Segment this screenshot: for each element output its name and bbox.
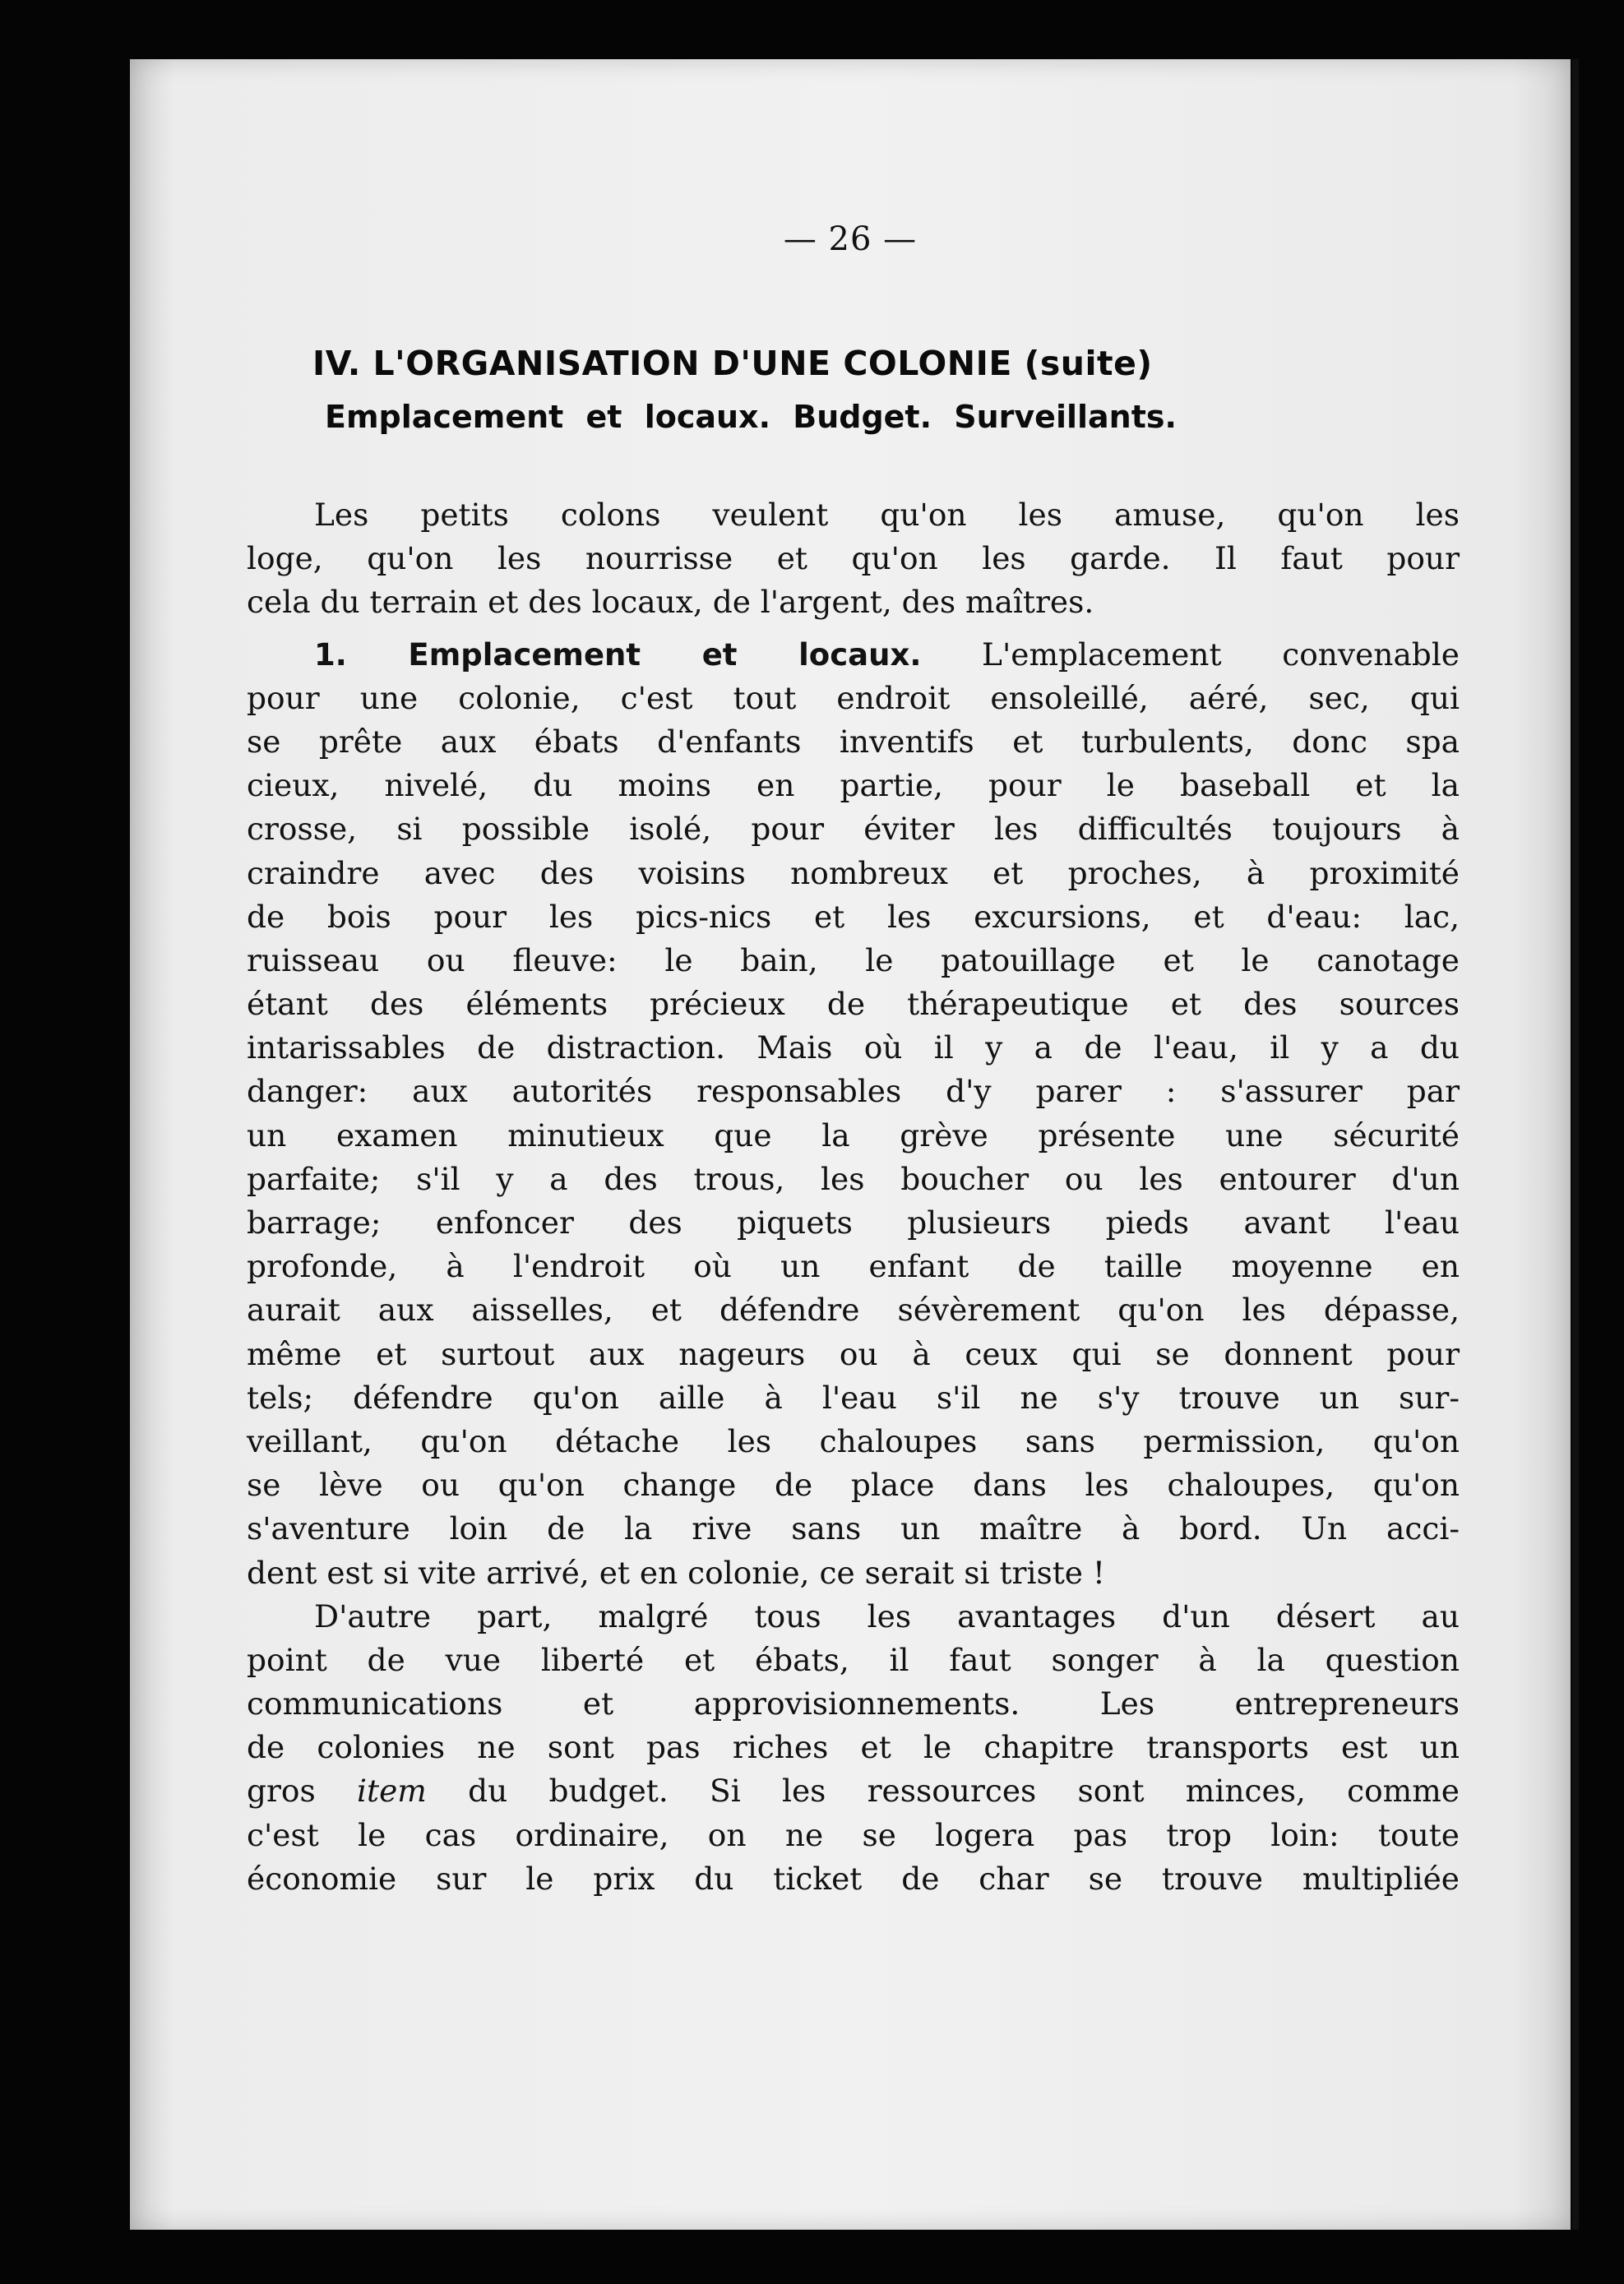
text-line: Les petits colons veulent qu'on les amuse, qu'on les	[314, 497, 1460, 533]
text-line: barrage; enfoncer des piquets plusieurs pieds avant l'eau	[247, 1204, 1460, 1241]
text-line: un examen minutieux que la grève présente une sécurité	[247, 1117, 1460, 1154]
text-line: dent est si vite arrivé, et en colonie, ce serait si triste !	[247, 1554, 1105, 1591]
text-line: aurait aux aisselles, et défendre sévèrement qu'on les dépasse,	[247, 1292, 1460, 1329]
text-line: D'autre part, malgré tous les avantages d'un désert au	[314, 1597, 1460, 1634]
text-line: intarissables de distraction. Mais où il y a de l'eau, il y a du	[247, 1029, 1460, 1066]
text-line: profonde, à l'endroit où un enfant de taille moyenne en	[247, 1248, 1460, 1285]
page-number: — 26 —	[783, 220, 918, 258]
chapter-title: IV. L'ORGANISATION D'UNE COLONIE (suite)	[312, 344, 1153, 383]
text-line: de bois pour les pics-nics et les excursions, et d'eau: lac,	[247, 898, 1460, 935]
text-line: crosse, si possible isolé, pour éviter les difficultés toujours à	[247, 811, 1460, 848]
text-line: pour une colonie, c'est tout endroit ensoleillé, aéré, sec, qui	[247, 679, 1460, 716]
text-line: loge, qu'on les nourrisse et qu'on les garde. Il faut pour	[247, 540, 1460, 577]
text-line: veillant, qu'on détache les chaloupes sans permission, qu'on	[247, 1422, 1460, 1459]
text-fragment: L'emplacement convenable	[982, 636, 1460, 673]
section-heading-line	[247, 633, 1460, 677]
text-line: parfaite; s'il y a des trous, les boucher ou les entourer d'un	[247, 1160, 1460, 1197]
text-line: s'aventure loin de la rive sans un maître à bord. Un acci-	[247, 1510, 1460, 1547]
text-line: communications et approvisionnements. Les entrepreneurs	[247, 1685, 1460, 1722]
text-fragment: du budget. Si les ressources sont minces, comme	[468, 1773, 1460, 1810]
section-subtitle: Emplacement et locaux. Budget. Surveillants.	[325, 399, 1177, 435]
text-line-with-italic	[247, 1769, 1460, 1813]
text-line: danger: aux autorités responsables d'y parer : s'assurer par	[247, 1073, 1460, 1110]
text-line: cela du terrain et des locaux, de l'argent, des maîtres.	[247, 584, 1094, 621]
text-fragment: gros	[247, 1773, 316, 1810]
text-line: même et surtout aux nageurs ou à ceux qui se donnent pour	[247, 1335, 1460, 1372]
body-text	[247, 493, 1460, 1901]
text-line: point de vue liberté et ébats, il faut songer à la question	[247, 1641, 1460, 1678]
section-heading: 1. Emplacement et locaux.	[314, 636, 922, 673]
text-line: tels; défendre qu'on aille à l'eau s'il ne s'y trouve un sur-	[247, 1379, 1460, 1416]
text-line: cieux, nivelé, du moins en partie, pour le baseball et la	[247, 767, 1460, 804]
text-line: se lève ou qu'on change de place dans les chaloupes, qu'on	[247, 1467, 1460, 1504]
text-line: ruisseau ou fleuve: le bain, le patouillage et le canotage	[247, 941, 1460, 978]
text-line: craindre avec des voisins nombreux et proches, à proximité	[247, 854, 1460, 891]
text-line: c'est le cas ordinaire, on ne se logera pas trop loin: toute	[247, 1816, 1460, 1853]
paragraph-gap	[247, 625, 1460, 633]
italic-word: item	[357, 1773, 427, 1810]
text-line: étant des éléments précieux de thérapeutique et des sources	[247, 986, 1460, 1023]
text-line: se prête aux ébats d'enfants inventifs et turbulents, donc spa	[247, 723, 1460, 760]
text-line: économie sur le prix du ticket de char se trouve multipliée	[247, 1860, 1460, 1897]
page-edge-shadow	[1572, 59, 1579, 2230]
text-line: de colonies ne sont pas riches et le chapitre transports est un	[247, 1729, 1460, 1766]
